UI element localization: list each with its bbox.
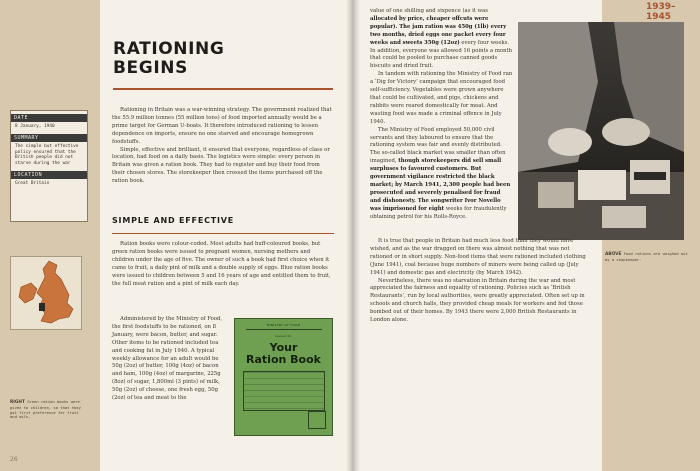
right-caption-text: Food rations are weighed out by a shopkeeper. <box>605 251 688 262</box>
paragraph-2: Simple, effective and brilliant, it ensured that everyone, regardless of class or location, had food on a daily basis. The logistics were simple: every person in Britain was given a ration book. They had to register and buy their food from their chosen stores. The storekeeper then crossed the items purchased off the ration book. <box>112 146 330 185</box>
paragraph-3: Ration books were colour-coded. Most adults had buff-coloured books, but green ration books were issued to pregnant women, nursing mothers and children under the age of five. The owner of such a book had first choice when it came to fruit, a daily pint of milk and a double supply of eggs. Blue ration books were issued to children between 5 and 16 years of age and entitled them to fruit, the full meat ration and a pint of milk each day. <box>112 241 331 287</box>
allowance-column <box>112 316 224 403</box>
summary-label: SUMMARY <box>11 134 87 142</box>
ration-book-issued: Issued to <box>275 333 292 338</box>
paragraph-5 <box>370 8 513 71</box>
info-sidebar <box>10 110 88 222</box>
paragraph-4: Administered by the Ministry of Food, the first foodstuffs to be rationed, on 8 January, were bacon, butter, and sugar. Other items to be rationed included tea and cooking fat in July 1940. A typical weekly allowance for an adult would be 50g (2oz) of butter, 100g (4oz) of bacon and ham, 100g (4oz) of margarine, 225g (8oz) of sugar, 1,800ml (3 pints) of milk, 50g (2oz) of cheese, one fresh egg, 50g (2oz) of tea and meat to the <box>112 316 223 402</box>
date-label: DATE <box>11 114 87 122</box>
subheading-rule <box>112 233 334 234</box>
ration-book-title-2: Ration Book <box>246 352 321 366</box>
ration-book-form-lines <box>243 371 325 411</box>
ration-book-title <box>235 342 332 366</box>
right-top-column <box>370 8 513 221</box>
section-tag: 1939–1945 <box>646 2 676 22</box>
paragraph-7-highlight: though storekeepers did sell small surpluses to favoured customers. But government vigilance restricted the black market; by March 1941, 2,300 people had been prosecuted and severely penalised for fraud and dishonesty. The songwriter Ivor Novello was imprisoned for eight <box>370 158 511 212</box>
ration-book-stamp-box <box>308 411 326 429</box>
right-caption <box>605 252 689 263</box>
right-caption-label: ABOVE <box>605 252 622 257</box>
left-caption-text: Green ration books were given to children, so that they got first preference for fruit and milk. <box>10 399 81 420</box>
location-label: LOCATION <box>11 171 87 179</box>
title-line-1: RATIONING <box>113 39 225 59</box>
paragraph-9: Nevertheless, there was no starvation in Britain during the war and most appreciated the fairness and equality of rationing. Policies such as ‘British Restaurants’, run by local authorities, were greatly appreciated. Often set up in schools and church halls, they provided cheap meals for workers and fed those bombed out of their homes. By 1943 there were 2,000 British Restaurants in London alone. <box>370 277 585 324</box>
paragraph-7 <box>370 127 513 222</box>
ration-book-ministry: MINISTRY OF FOOD <box>266 323 301 327</box>
summary-value: The simple but effective policy ensured that the British people did not starve during the war <box>15 144 79 166</box>
right-bottom-column <box>370 238 592 325</box>
left-page-number: 26 <box>10 456 18 463</box>
paragraph-1: Rationing in Britain was a war-winning strategy. The government realized that the 55.9 million tonnes (55 million tons) of food imported annually would be a prime target for German U-boats. It therefore introduced rationing to lessen dependence on imports, ensure no one starved and encourage homegrown foodstuffs. <box>112 107 332 145</box>
location-value: Great Britain <box>15 181 50 187</box>
photo-graphic <box>518 22 684 240</box>
book-gutter <box>346 0 360 471</box>
subheading: SIMPLE AND EFFECTIVE <box>112 216 235 225</box>
left-caption <box>10 400 86 420</box>
left-caption-label: RIGHT <box>10 400 25 405</box>
ration-book-rule <box>246 329 322 330</box>
paragraph-5c: every four weeks. In addition, everyone was allowed 16 points a month that could be pooled to purchase canned goods biscuits and dried fruit. <box>370 39 513 70</box>
date-value: 8 January, 1940 <box>15 124 55 129</box>
paragraph-7c: weeks for fraudulently obtaining petrol for his Rolls-Royce. <box>370 205 507 220</box>
intro-column <box>112 107 334 186</box>
paragraph-7a: The Ministry of Food employed 50,000 civil servants and they laboured to ensure that the rationing system was fair and evenly distributed. The so-called black market was smaller than often imagined, <box>370 126 506 165</box>
ration-book-image <box>234 318 333 436</box>
paragraph-6: In tandem with rationing the Ministry of Food ran a ‘Dig for Victory’ campaign that encouraged food self-sufficiency. Vegetables were grown anywhere that could be cultivated, and pigs, chickens and rabbits were reared domestically for meat. And wasting food was made a criminal offence in July 1940. <box>370 71 513 125</box>
title-line-2: BEGINS <box>113 58 188 78</box>
colour-code-column <box>112 241 334 288</box>
ration-book-title-1: Your <box>269 340 298 354</box>
shopkeeper-photo <box>518 22 684 240</box>
paragraph-5a: value of one shilling and sixpence (as it was <box>370 8 489 14</box>
paragraph-8: It is true that people in Britain had much less food than they would have wished, and as the war dragged on there was almost nothing that was not rationed or in short supply. Non-food items that were rationed included clothing (June 1941), coal because huge numbers of miners were being called up (July 1941) and domestic gas and electricity (by March 1942). <box>370 238 586 276</box>
page-title <box>113 40 224 78</box>
britain-map <box>10 256 82 330</box>
paragraph-5-highlight: allocated by price, cheaper offcuts were popular). The jam ration was 450g (1lb) every two months, dried eggs one packet every four weeks and sweets 350g (12oz) <box>370 15 507 46</box>
title-rule <box>113 88 333 90</box>
map-graphic <box>11 257 81 329</box>
